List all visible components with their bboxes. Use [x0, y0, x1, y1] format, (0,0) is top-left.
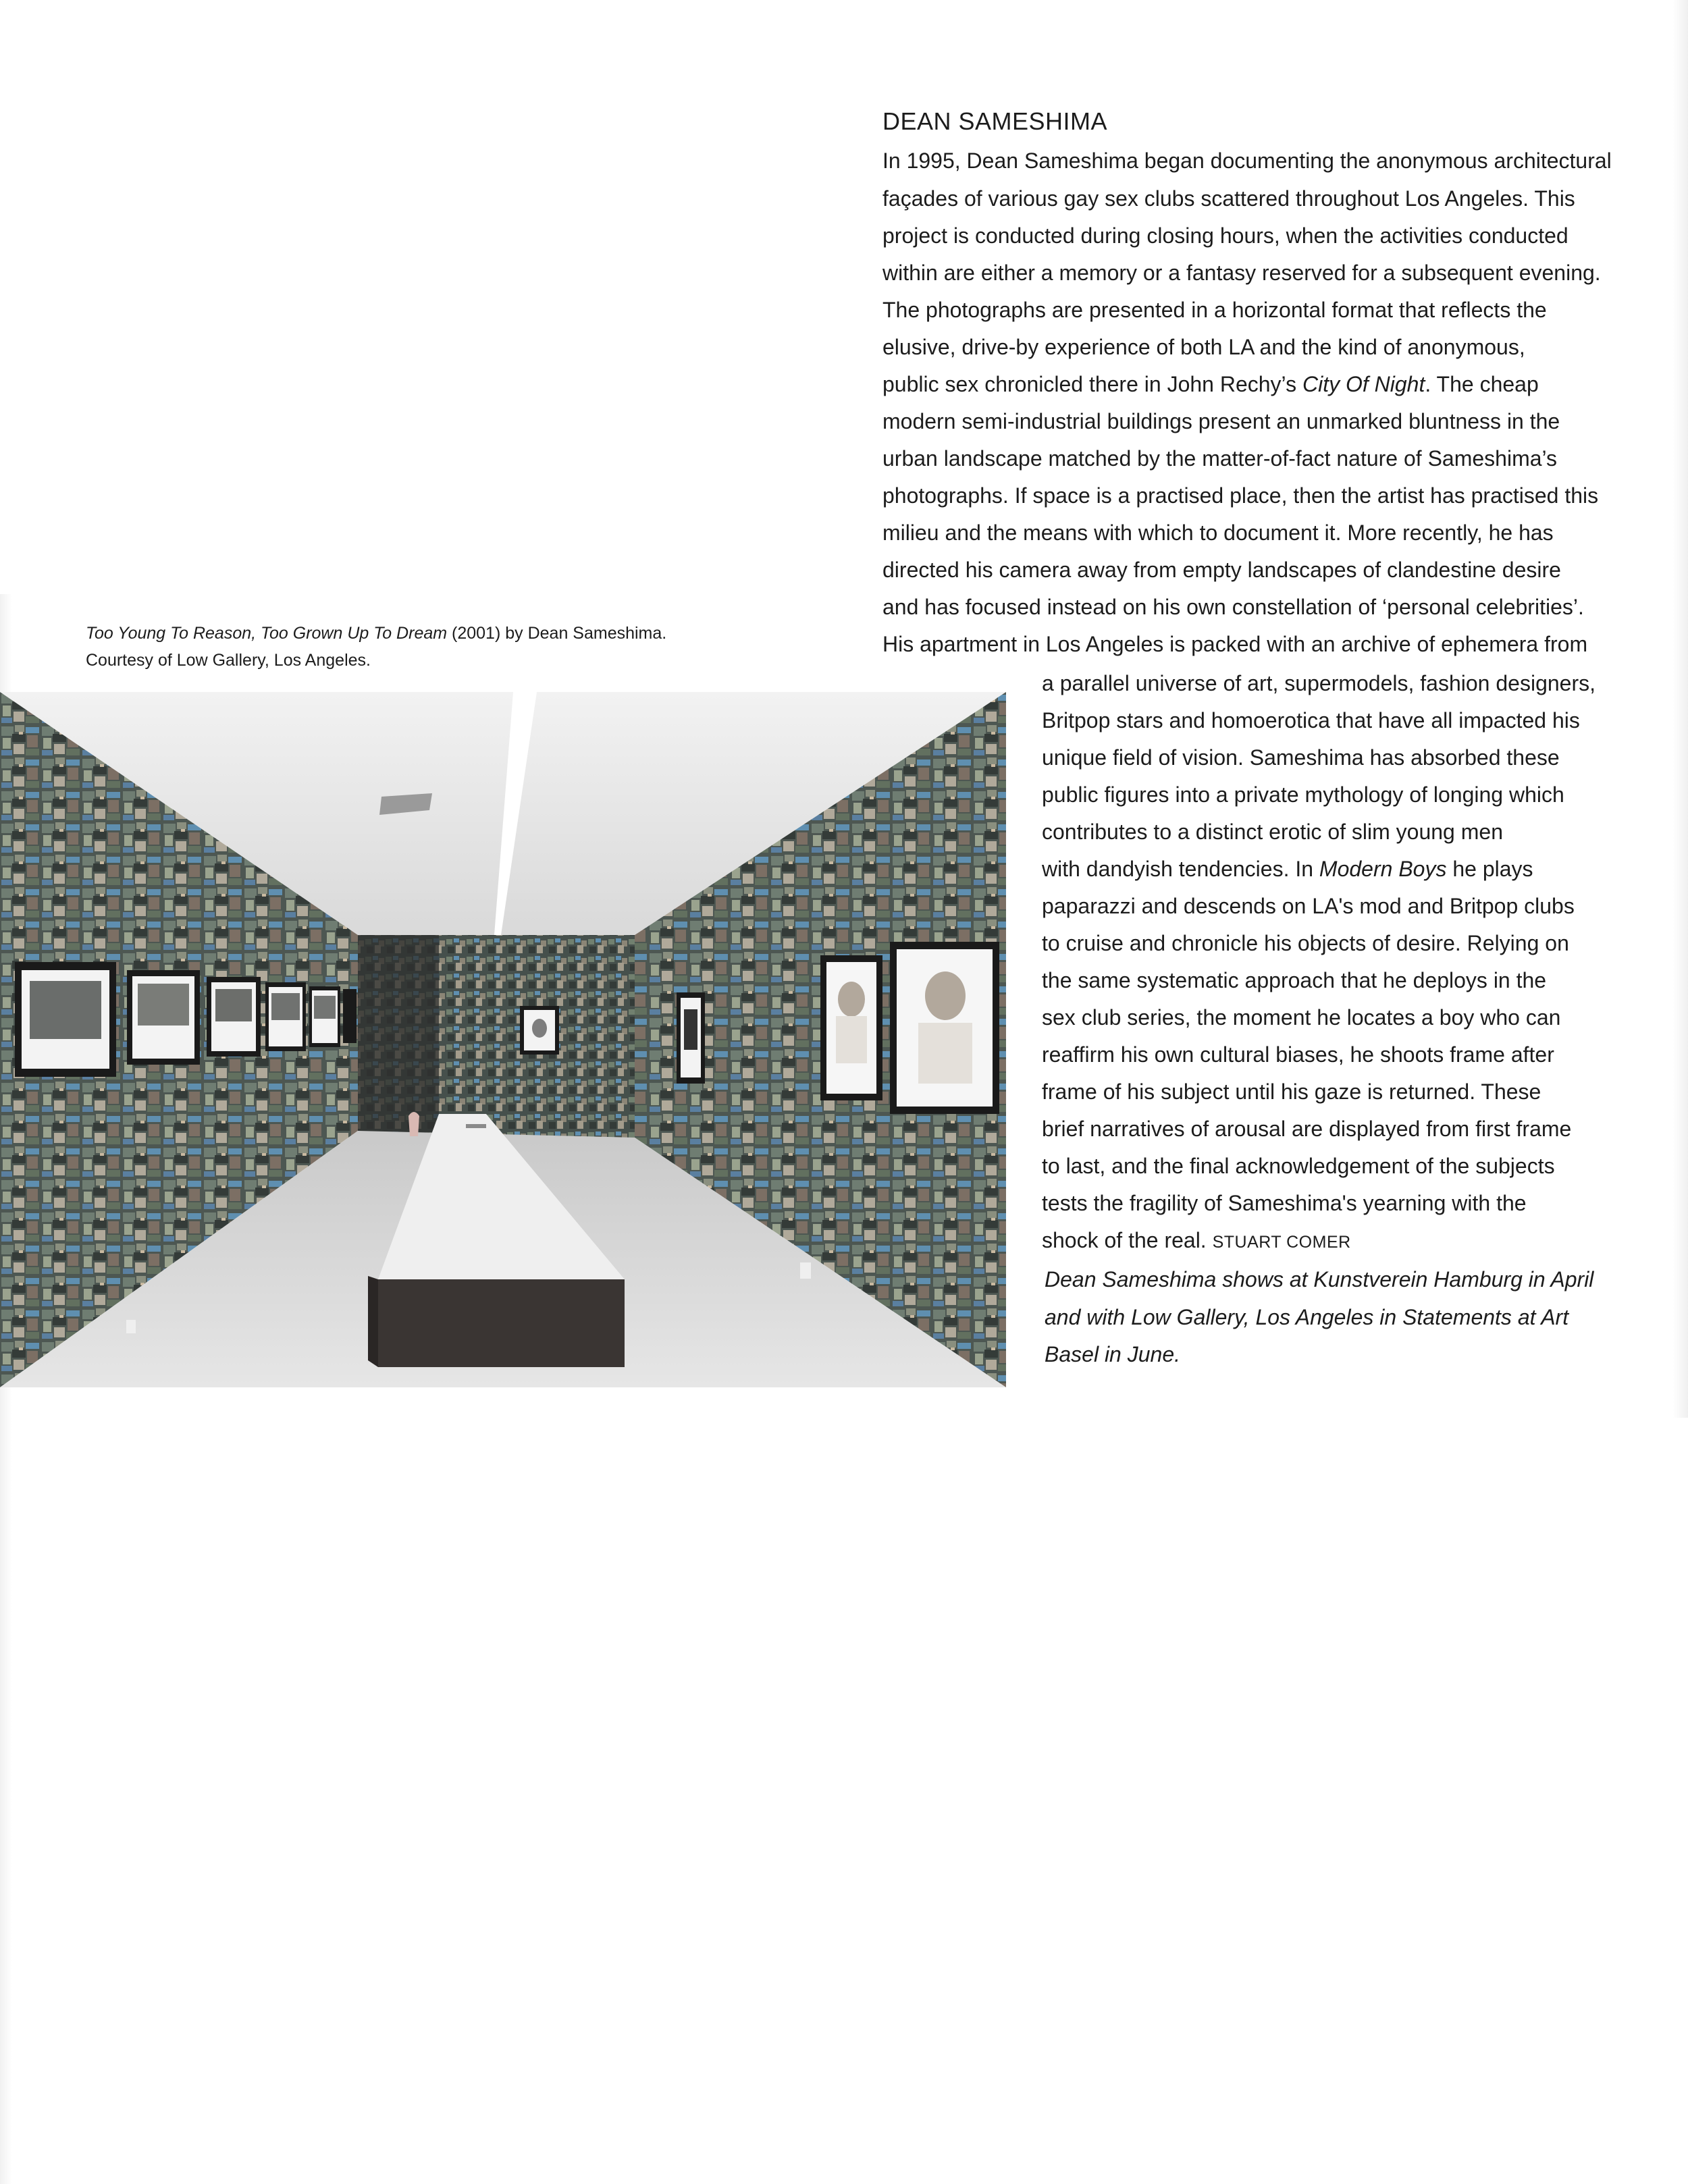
back-alcove: [358, 935, 439, 1138]
page-right-edge: [1673, 0, 1688, 1418]
article-body-line: [882, 365, 1539, 403]
author-byline: STUART COMER: [1212, 1233, 1351, 1252]
back-wall-portrait: [520, 1006, 559, 1055]
book-title-city-of-night: City Of Night: [1302, 372, 1425, 396]
article-text-run: . The cheap: [1425, 372, 1539, 396]
wall-outlet: [126, 1320, 136, 1333]
article-body-line: milieu and the means with which to document it. More recently, he has: [882, 521, 1554, 545]
article-text-run: he plays: [1446, 857, 1533, 881]
article-body-line: [1042, 1221, 1351, 1261]
article-body-line: paparazzi and descends on LA's mod and Britpop clubs: [1042, 894, 1575, 918]
article-body-line: a parallel universe of art, supermodels, fashion designers,: [1042, 671, 1595, 695]
article-body-line: sex club series, the moment he locates a boy who can: [1042, 1005, 1561, 1030]
article-body-line: the same systematic approach that he deploys in the: [1042, 968, 1547, 992]
article-title: DEAN SAMESHIMA: [882, 107, 1108, 135]
article-body-line: to last, and the final acknowledgement of the subjects: [1042, 1154, 1555, 1178]
photo-caption-credit: Courtesy of Low Gallery, Los Angeles.: [86, 651, 371, 670]
article-body-line: project is conducted during closing hours, when the activities conducted: [882, 223, 1568, 248]
photo-caption-line: [86, 620, 666, 647]
article-text-run: with dandyish tendencies. In: [1042, 857, 1319, 881]
article-body-line: photographs. If space is a practised place, then the artist has practised this: [882, 483, 1599, 508]
article-text-run: public sex chronicled there in John Rechy’s: [882, 372, 1302, 396]
article-text-run: shock of the real.: [1042, 1228, 1213, 1252]
caption-text-run: (2001) by Dean Sameshima.: [447, 624, 667, 643]
wall-outlet: [800, 1262, 811, 1279]
article-body-line: public figures into a private mythology of longing which: [1042, 782, 1564, 807]
article-body-line: brief narratives of arousal are displayed from first frame: [1042, 1117, 1572, 1141]
article-body-line: reaffirm his own cultural biases, he shoots frame after: [1042, 1042, 1554, 1067]
article-body-line: Britpop stars and homoerotica that have all impacted his: [1042, 708, 1580, 733]
article-body-line: to cruise and chronicle his objects of desire. Relying on: [1042, 931, 1569, 955]
article-body-line: frame of his subject until his gaze is returned. These: [1042, 1080, 1541, 1104]
installation-view-image: [0, 692, 1006, 1387]
article-body-line: elusive, drive-by experience of both LA and the kind of anonymous,: [882, 335, 1525, 359]
gallery-installation-photo: [0, 692, 1006, 1387]
series-title-modern-boys: Modern Boys: [1319, 857, 1447, 881]
article-body-line: within are either a memory or a fantasy reserved for a subsequent evening.: [882, 261, 1601, 285]
article-body-line: In 1995, Dean Sameshima began documenting the anonymous architectural: [882, 149, 1612, 173]
article-body-line: unique field of vision. Sameshima has absorbed these: [1042, 745, 1560, 770]
article-body-line: contributes to a distinct erotic of slim young men: [1042, 820, 1503, 844]
article-body-line: and has focused instead on his own constellation of ‘personal celebrities’.: [882, 595, 1584, 619]
article-body-line: modern semi-industrial buildings present an unmarked bluntness in the: [882, 409, 1560, 433]
article-body-line: directed his camera away from empty landscapes of clandestine desire: [882, 558, 1561, 582]
article-body-line: tests the fragility of Sameshima's yearning with the: [1042, 1191, 1527, 1215]
article-body-line: façades of various gay sex clubs scattered throughout Los Angeles. This: [882, 186, 1575, 211]
chair: [408, 1112, 419, 1136]
article-body-line: [1042, 850, 1533, 888]
exhibition-note-line: Basel in June.: [1045, 1342, 1181, 1366]
exhibition-note-line: and with Low Gallery, Los Angeles in Statements at Art: [1045, 1305, 1569, 1329]
exhibition-note-line: Dean Sameshima shows at Kunstverein Hamburg in April: [1045, 1267, 1594, 1291]
article-body-line: The photographs are presented in a horizontal format that reflects the: [882, 298, 1547, 322]
article-body-line: urban landscape matched by the matter-of-fact nature of Sameshima’s: [882, 446, 1558, 471]
artwork-title: Too Young To Reason, Too Grown Up To Dream: [86, 624, 448, 643]
article-body-line: His apartment in Los Angeles is packed with an archive of ephemera from: [882, 632, 1588, 656]
